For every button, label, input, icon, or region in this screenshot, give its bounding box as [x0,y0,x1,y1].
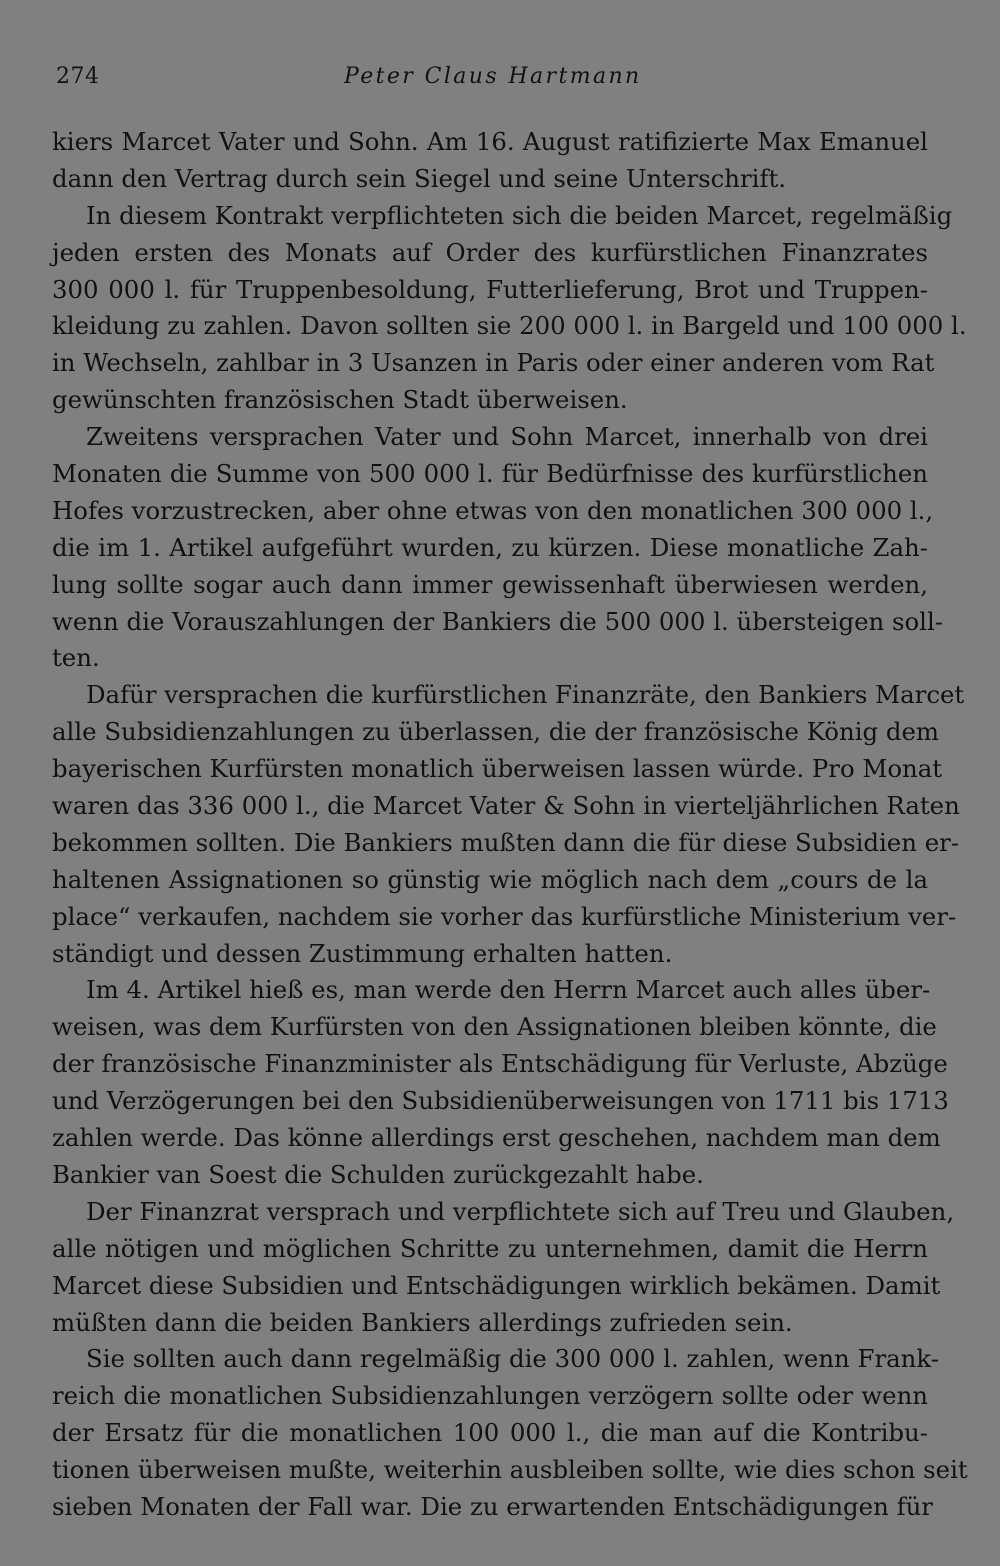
paragraph [52,1194,955,1342]
text-line: dann den Vertrag durch sein Siegel und seine Unterschrift. [52,163,787,193]
text-line: Sie sollten auch dann regelmäßig die 300 000 l. zahlen, wenn Frank- [86,1344,939,1374]
text-line: reich die monatlichen Subsidienzahlungen verzögern sollte oder wenn [52,1381,928,1411]
text-line: und Verzögerungen bei den Subsidienüberweisungen von 1711 bis 1713 [52,1086,949,1116]
text-line: waren das 336 000 l., die Marcet Vater & Sohn in vierteljährlichen Raten [52,791,960,821]
text-line: tionen überweisen mußte, weiterhin ausbleiben sollte, wie dies schon seit [52,1455,968,1485]
page-number: 274 [56,64,100,89]
text-line: die im 1. Artikel aufgeführt wurden, zu kürzen. Diese monatliche Zah- [52,532,928,562]
text-line: bayerischen Kurfürsten monatlich überweisen lassen würde. Pro Monat [52,754,943,784]
body-text [52,124,968,1526]
text-line: Im 4. Artikel hieß es, man werde den Herrn Marcet auch alles über- [86,975,931,1005]
text-line: ten. [52,643,100,673]
text-line: Dafür versprachen die kurfürstlichen Finanzräte, den Bankiers Marcet [86,680,965,710]
running-head: Peter Claus Hartmann [344,64,642,89]
text-line: Monaten die Summe von 500 000 l. für Bedürfnisse des kurfürstlichen [52,459,928,489]
text-line: Hofes vorzustrecken, aber ohne etwas von den monatlichen 300 000 l., [52,495,934,525]
text-line: 300 000 l. für Truppenbesoldung, Futterlieferung, Brot und Truppen- [52,274,928,304]
page-header [56,64,926,100]
text-line: der französische Finanzminister als Entschädigung für Verluste, Abzüge [52,1049,948,1079]
text-line: weisen, was dem Kurfürsten von den Assignationen bleiben könnte, die [52,1012,937,1042]
text-line: jeden ersten des Monats auf Order des kurfürstlichen Finanzrates [52,237,928,267]
text-line: sieben Monaten der Fall war. Die zu erwartenden Entschädigungen für [52,1491,933,1521]
text-line: place“ verkaufen, nachdem sie vorher das kurfürstliche Ministerium ver- [52,901,957,931]
text-line: kiers Marcet Vater und Sohn. Am 16. August ratifizierte Max Emanuel [52,127,928,156]
text-line: Der Finanzrat versprach und verpflichtete sich auf Treu und Glauben, [86,1196,955,1226]
text-line: wenn die Vorauszahlungen der Bankiers die 500 000 l. übersteigen soll- [52,606,944,636]
text-line: Zweitens versprachen Vater und Sohn Marcet, innerhalb von drei [86,422,928,452]
text-line: der Ersatz für die monatlichen 100 000 l., die man auf die Kontribu- [52,1418,928,1448]
text-line: müßten dann die beiden Bankiers allerdings zufrieden sein. [52,1307,793,1337]
text-line: haltenen Assignationen so günstig wie möglich nach dem „cours de la [52,864,928,894]
text-line: lung sollte sogar auch dann immer gewissenhaft überwiesen werden, [52,569,928,599]
text-line: in Wechseln, zahlbar in 3 Usanzen in Paris oder einer anderen vom Rat [52,348,935,378]
text-line: Bankier van Soest die Schulden zurückgezahlt habe. [52,1159,704,1189]
text-line: alle nötigen und möglichen Schritte zu unternehmen, damit die Herrn [52,1233,928,1263]
text-line: gewünschten französischen Stadt überweisen. [52,385,628,415]
text-line: alle Subsidienzahlungen zu überlassen, die der französische König dem [52,717,940,747]
paragraph [52,124,928,198]
paragraph [52,972,949,1193]
text-line: zahlen werde. Das könne allerdings erst geschehen, nachdem man dem [52,1123,941,1153]
text-line: ständigt und dessen Zustimmung erhalten hatten. [52,938,673,968]
text-line: bekommen sollten. Die Bankiers mußten dann die für diese Subsidien er- [52,827,960,857]
paragraph [52,419,944,677]
text-line: In diesem Kontrakt verpflichteten sich die beiden Marcet, regelmäßig [86,200,953,230]
paragraph [52,677,965,972]
text-line: kleidung zu zahlen. Davon sollten sie 200 000 l. in Bargeld und 100 000 l. [52,311,967,341]
paragraph [52,198,967,419]
paragraph [52,1341,968,1525]
text-line: Marcet diese Subsidien und Entschädigungen wirklich bekämen. Damit [52,1270,941,1300]
